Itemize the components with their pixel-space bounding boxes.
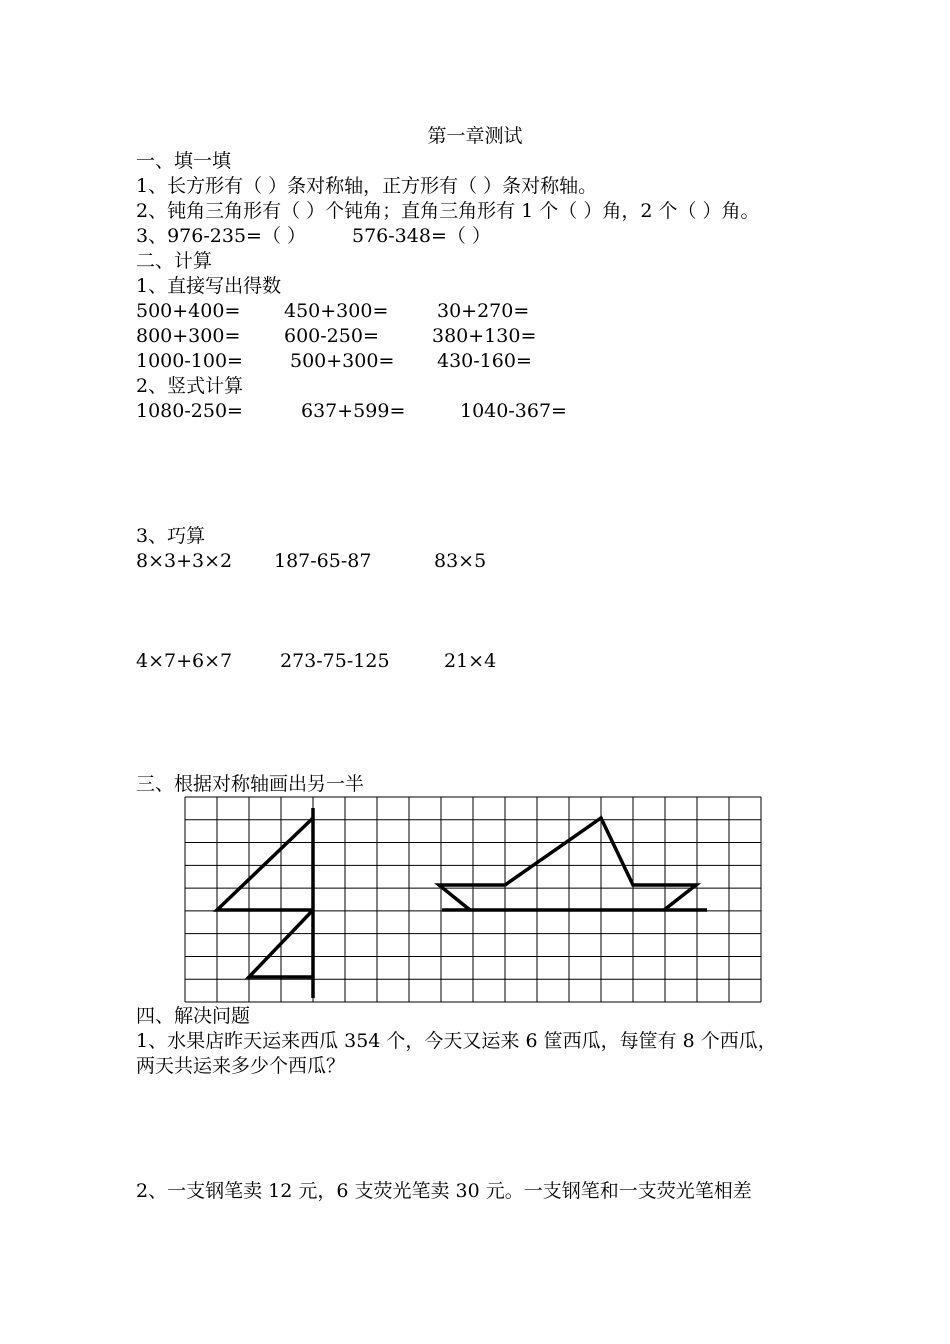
problem-1-line2: 两天共运来多少个西瓜？ [136, 1055, 346, 1077]
oral-calc-item: 500+400= [136, 300, 241, 322]
vertical-calc-item: 1080-250= [136, 400, 243, 422]
clever-calc-item: 187-65-87 [274, 550, 372, 572]
section1-heading: 一、填一填 [136, 150, 232, 172]
oral-calc-heading: 1、直接写出得数 [136, 275, 282, 297]
page-title: 第一章测试 [427, 125, 523, 147]
oral-calc-item: 800+300= [136, 325, 241, 347]
oral-calc-item: 430-160= [437, 350, 532, 372]
problem-2-line1: 2、一支钢笔卖 12 元，6 支荧光笔卖 30 元。一支钢笔和一支荧光笔相差 [136, 1180, 752, 1202]
section3-heading: 三、根据对称轴画出另一半 [136, 773, 365, 795]
oral-calc-item: 380+130= [432, 325, 537, 347]
vertical-calc-heading: 2、竖式计算 [136, 375, 244, 397]
section4-heading: 四、解决问题 [136, 1005, 251, 1027]
problem-1-line1: 1、水果店昨天运来西瓜 354 个，今天又运来 6 筐西瓜，每筐有 8 个西瓜， [136, 1030, 777, 1052]
clever-calc-item: 83×5 [434, 550, 487, 572]
question-1-1: 1、长方形有（ ）条对称轴，正方形有（ ）条对称轴。 [136, 175, 598, 197]
oral-calc-item: 600-250= [284, 325, 379, 347]
clever-calc-item: 273-75-125 [280, 650, 390, 672]
section2-heading: 二、计算 [136, 250, 213, 272]
oral-calc-item: 1000-100= [136, 350, 243, 372]
question-1-2: 2、钝角三角形有（ ）个钝角；直角三角形有 1 个（ ）角，2 个（ ）角。 [136, 200, 760, 222]
vertical-calc-item: 1040-367= [460, 400, 567, 422]
oral-calc-item: 30+270= [437, 300, 530, 322]
oral-calc-item: 450+300= [284, 300, 389, 322]
vertical-calc-item: 637+599= [301, 400, 406, 422]
half-figure-triangle-top [217, 818, 313, 910]
oral-calc-item: 500+300= [290, 350, 395, 372]
clever-calc-item: 8×3+3×2 [136, 550, 233, 572]
half-figure-boat [439, 818, 696, 910]
clever-calc-item: 4×7+6×7 [136, 650, 233, 672]
clever-calc-item: 21×4 [444, 650, 497, 672]
question-1-3a: 3、976-235=（ ） [136, 225, 306, 247]
question-1-3b: 576-348=（ ） [352, 225, 491, 247]
clever-calc-heading: 3、巧算 [136, 525, 206, 547]
